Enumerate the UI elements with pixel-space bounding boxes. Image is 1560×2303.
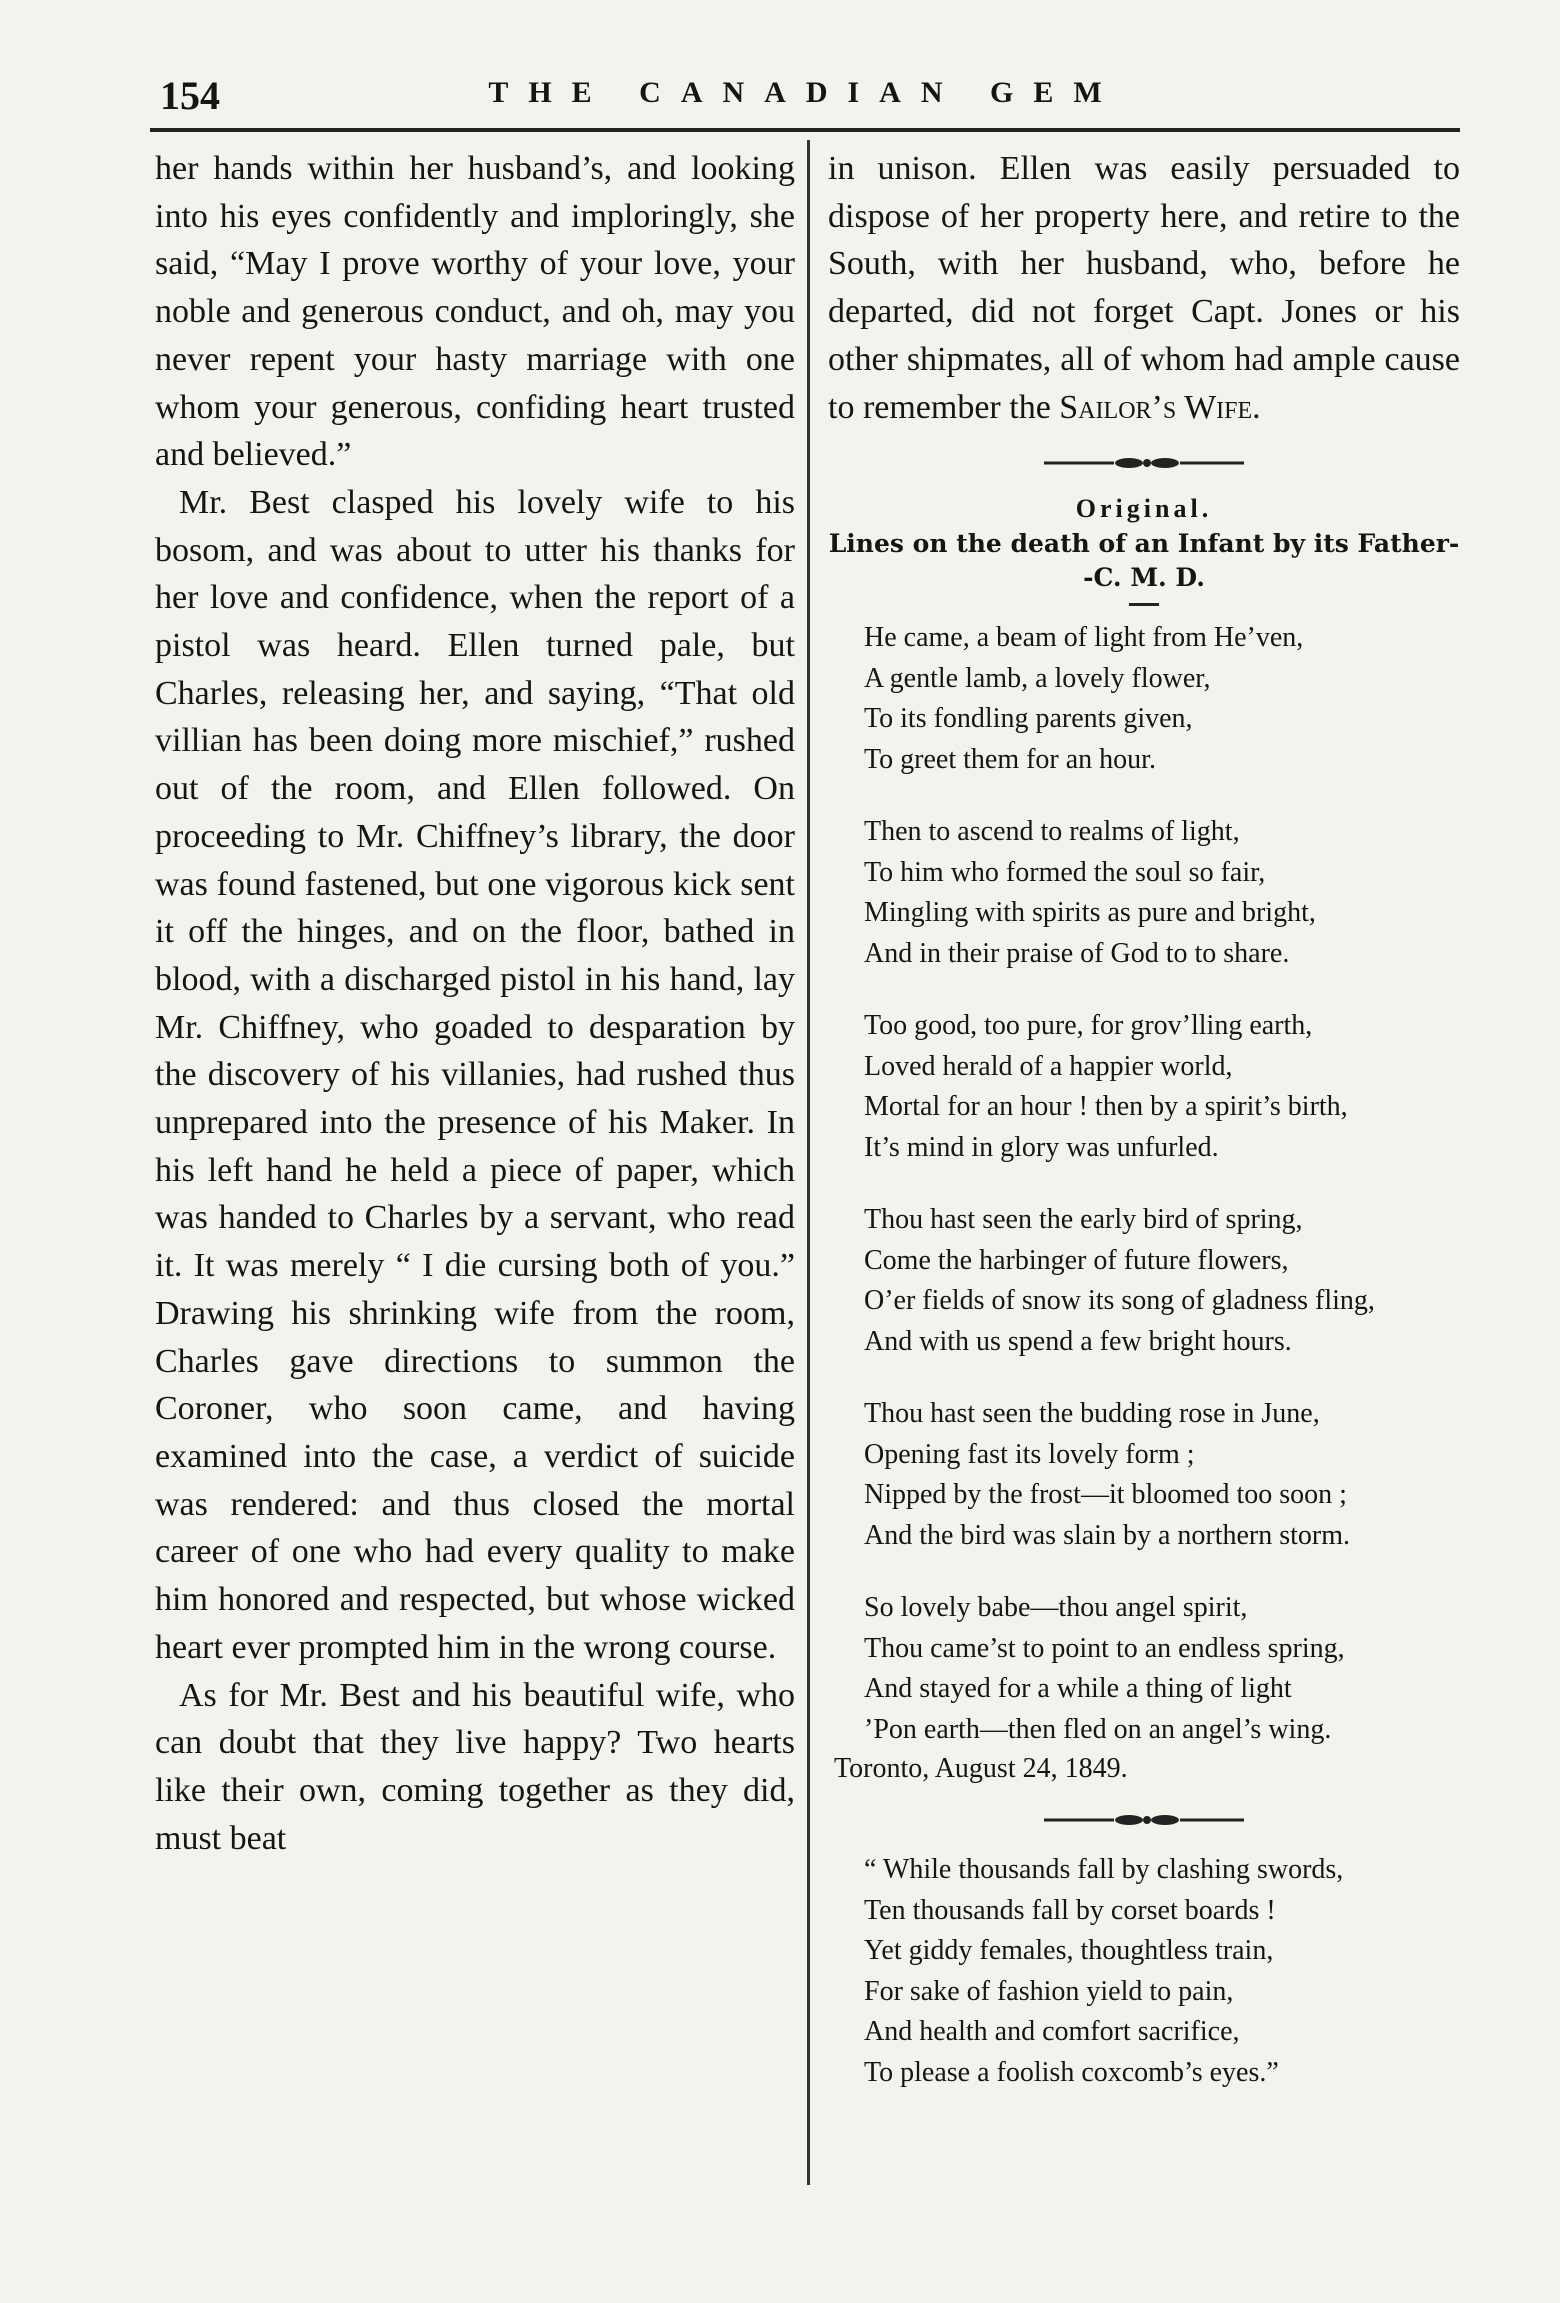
poem-label: Original. [1075,494,1213,524]
poem-line: Come the harbinger of future flowers, [864,1244,1289,1276]
poem-line: Thou came’st to point to an endless spring, [864,1632,1345,1664]
verse-line: For sake of fashion yield to pain, [864,1975,1234,2007]
verse-line: And health and comfort sacrifice, [864,2016,1240,2048]
poem-line: Mingling with spirits as pure and bright, [864,897,1316,929]
poem-line: Mortal for an hour ! then by a spirit’s birth, [864,1091,1348,1123]
verse-line: Ten thousands fall by corset boards ! [864,1894,1276,1926]
poem-line: To him who formed the soul so fair, [864,856,1266,888]
poem-line: And in their praise of God to to share. [864,937,1290,969]
poem-line: Opening fast its lovely form ; [864,1438,1195,1470]
stanza [864,1200,1460,1362]
paragraph: Mr. Best clasped his lovely wife to his bosom, and was about to utter his thanks for her love and confidence, when the report of a pistol was heard. Ellen turned pale, but Charles, releasing her, and saying, “That old villian has been doing more mischief,” rushed out of the room, and Ellen followed. On proceeding to Mr. Chiffney’s library, the door was found fastened, but one vigorous kick sent it off the hinges, and on the floor, bathed in blood, with a discharged pistol in his hand, lay Mr. Chiffney, who goaded to desparation by the discovery of his villanies, had rushed thus unprepared into the presence of his Maker. In his left hand he held a piece of paper, which was handed to Charles by a servant, who read it. It was merely “ I die cursing both of you.” Drawing his shrinking wife from the room, Charles gave directions to summon the Coroner, who soon came, and having examined into the case, a verdict of suicide was rendered: and thus closed the mortal career of one who had every quality to make him honored and respected, but whose wicked heart ever prompted him in the wrong course. [155,483,795,1666]
poem-line: So lovely babe—thou angel spirit, [864,1592,1248,1624]
poem-line: Too good, too pure, for grov’lling earth, [864,1010,1313,1042]
title-dash [1129,603,1159,606]
header-rule [150,128,1460,132]
poem-signature: Toronto, August 24, 1849. [834,1753,1128,1785]
right-column [828,145,1460,2093]
poem-line: He came, a beam of light from He’ven, [864,622,1304,654]
closing-verse [864,1850,1460,2093]
poem-line: It’s mind in glory was unfurled. [864,1131,1219,1163]
story-ending: in unison. Ellen was easily persuaded to dispose of her property here, and retire to the South, with her husband, who, before he departed, did not forget Capt. Jones or his other shipmates, all of whom had ample cause to remember the [828,150,1460,426]
paragraph [828,145,1460,431]
stanza [864,812,1460,974]
left-column [155,145,795,1862]
poem-line: A gentle lamb, a lovely flower, [864,662,1211,694]
ornament-divider [1034,453,1254,473]
paragraph: her hands within her husband’s, and looking into his eyes confidently and imploringly, she said, “May I prove worthy of your love, your noble and generous conduct, and oh, may you never repent your hasty marriage with one whom your generous, confiding heart trusted and believed.” [155,150,795,474]
poem-line: And stayed for a while a thing of light [864,1673,1292,1705]
verse-line: Yet giddy females, thoughtless train, [864,1935,1274,1967]
poem-line: Thou hast seen the early bird of spring, [864,1204,1303,1236]
paragraph: As for Mr. Best and his beautiful wife, who can doubt that they live happy? Two hearts like their own, coming together as they did, must beat [155,1676,795,1857]
poem-line: To its fondling parents given, [864,703,1193,735]
poem-line: O’er fields of snow its song of gladness fling, [864,1285,1375,1317]
poem-line: And with us spend a few bright hours. [864,1325,1292,1357]
stanza [864,1006,1460,1168]
poem-line: Then to ascend to realms of light, [864,816,1240,848]
page-number: 154 [160,73,220,118]
story-title-reference: Sailor’s Wife. [1059,388,1261,426]
verse-line: “ While thousands fall by clashing swords, [864,1854,1344,1886]
poem-line: ’Pon earth—then fled on an angel’s wing. [864,1713,1332,1745]
page-header [150,72,1460,132]
stanza [864,1394,1460,1556]
poem-line: Thou hast seen the budding rose in June, [864,1398,1320,1430]
verse-line: To please a foolish coxcomb’s eyes.” [864,2056,1279,2088]
running-title: THE CANADIAN GEM [488,76,1122,109]
stanza [864,618,1460,780]
poem-line: Nipped by the frost—it bloomed too soon ; [864,1479,1347,1511]
stanza [864,1588,1460,1750]
poem-line: And the bird was slain by a northern storm. [864,1519,1351,1551]
column-divider [807,140,810,2185]
ornament-divider [1034,1810,1254,1830]
poem-title: Lines on the death of an Infant by its Father--C. M. D. [828,529,1460,593]
poem-line: To greet them for an hour. [864,743,1156,775]
poem-line: Loved herald of a happier world, [864,1050,1233,1082]
